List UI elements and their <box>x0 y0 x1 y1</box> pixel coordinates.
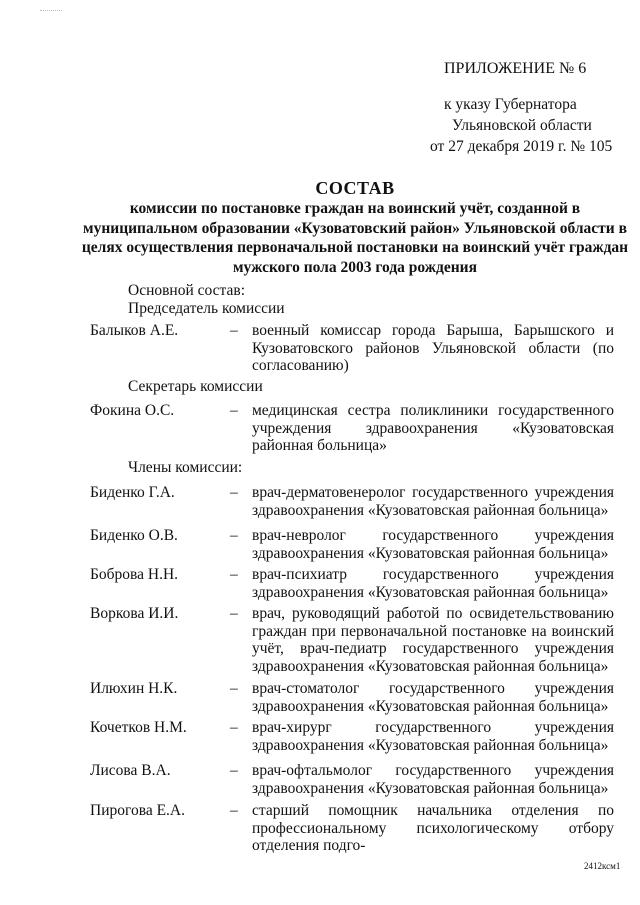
person-position: врач-хирург государственного учреждения здравоохранения «Кузоватовская районная больница» <box>252 719 614 754</box>
dash-separator: – <box>230 527 238 544</box>
person-name: Фокина О.С. <box>90 402 175 419</box>
person-name: Боброва Н.Н. <box>90 566 179 583</box>
person-name: Биденко Г.А. <box>90 484 175 501</box>
person-position: врач-психиатр государственного учреждения здравоохранения «Кузоватовская районная больница» <box>252 566 614 601</box>
person-name: Илюхин Н.К. <box>90 680 178 697</box>
person-position: медицинская сестра поликлиники государственного учреждения здравоохранения «Кузоватовская районная больница» <box>252 402 614 454</box>
person-name: Лисова В.А. <box>90 762 171 779</box>
person-name: Воркова И.И. <box>90 605 179 622</box>
person-position: врач-стоматолог государственного учреждения здравоохранения «Кузоватовская районная больница» <box>252 680 614 715</box>
dash-separator: – <box>230 322 238 339</box>
document-subtitle: комиссии по постановке граждан на воинский учёт, созданной в муниципальном образовании «Кузоватовский район» Ульяновской области в целях осуществления первоначальной постановки на воинский учёт граждан мужского пола 2003 года рождения <box>81 200 629 276</box>
dash-separator: – <box>230 402 238 419</box>
person-position: врач-офтальмолог государственного учреждения здравоохранения «Кузоватовская районная больница» <box>252 762 614 797</box>
person-position: врач-невролог государственного учреждения здравоохранения «Кузоватовская районная больница» <box>252 527 614 562</box>
person-name: Пирогова Е.А. <box>90 802 185 819</box>
dash-separator: – <box>230 605 238 622</box>
decree-line-1: к указу Губернатора <box>444 96 577 113</box>
dash-separator: – <box>230 719 238 736</box>
section-chairman: Председатель комиссии <box>128 300 285 317</box>
person-position: старший помощник начальника отделения по профессиональному психологическому отбору отделения подго- <box>252 802 614 854</box>
section-main-composition: Основной состав: <box>128 282 246 299</box>
document-title: СОСТАВ <box>315 178 395 198</box>
dash-separator: – <box>230 802 238 819</box>
section-members: Члены комиссии: <box>128 459 243 476</box>
document-code: 2412ксм1 <box>584 861 621 871</box>
person-name: Балыков А.Е. <box>90 322 179 339</box>
person-position: врач, руководящий работой по освидетельствованию граждан при первоначальной постановке на воинский учёт, врач-педиатр государственного учреждения здравоохранения «Кузоватовская районная больница» <box>252 605 614 675</box>
dash-separator: – <box>230 566 238 583</box>
appendix-number: ПРИЛОЖЕНИЕ № 6 <box>444 60 587 77</box>
person-name: Кочетков Н.М. <box>90 719 187 736</box>
dash-separator: – <box>230 484 238 501</box>
person-position: врач-дерматовенеролог государственного учреждения здравоохранения «Кузоватовская районная больница» <box>252 484 614 519</box>
decree-reference <box>430 94 630 157</box>
dash-separator: – <box>230 762 238 779</box>
person-position: военный комиссар города Барыша, Барышского и Кузоватовского районов Ульяновской области (по согласованию) <box>252 322 614 374</box>
person-name: Биденко О.В. <box>90 527 178 544</box>
section-secretary: Секретарь комиссии <box>128 378 263 395</box>
scan-mark <box>40 10 62 11</box>
decree-line-2: Ульяновской области <box>452 117 592 134</box>
dash-separator: – <box>230 680 238 697</box>
decree-line-3: от 27 декабря 2019 г. № 105 <box>430 138 613 155</box>
